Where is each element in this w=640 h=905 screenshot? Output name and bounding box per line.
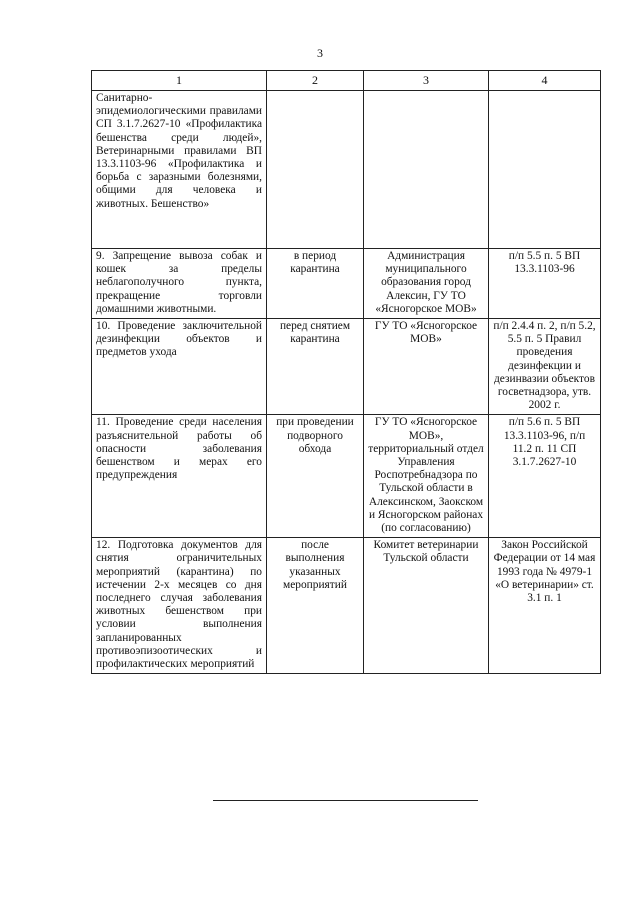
- measure-cell: 10. Проведение заключительной дезинфекции объектов и предметов ухода: [92, 319, 267, 415]
- table-row: [92, 319, 601, 415]
- page-number: 3: [317, 46, 323, 60]
- column-header-2: 2: [267, 71, 364, 91]
- measure-cell: 9. Запрещение вывоза собак и кошек за пределы неблагополучного пункта, прекращение торговли домашними животными.: [92, 249, 267, 319]
- timing-cell: при проведении подворного обхода: [267, 415, 364, 538]
- responsible-cell: Комитет ветеринарии Тульской области: [364, 538, 489, 674]
- measures-table: [91, 70, 601, 674]
- basis-cell: п/п 5.6 п. 5 ВП 13.3.1103-96, п/п 11.2 п. 11 СП 3.1.7.2627-10: [489, 415, 601, 538]
- basis-cell: [489, 91, 601, 249]
- measure-cell: 12. Подготовка документов для снятия ограничительных мероприятий (карантина) по истечении 2-х месяцев со дня последнего случая заболевания животных бешенством при условии выполнения запланированных противоэпизоотических и профилактических мероприятий: [92, 538, 267, 674]
- responsible-cell: ГУ ТО «Ясногорское МОВ»: [364, 319, 489, 415]
- column-header-3: 3: [364, 71, 489, 91]
- table-header-row: [92, 71, 601, 91]
- timing-cell: в период карантина: [267, 249, 364, 319]
- footer-divider: [213, 800, 478, 801]
- timing-cell: перед снятием карантина: [267, 319, 364, 415]
- responsible-cell: Администрация муниципального образования город Алексин, ГУ ТО «Ясногорское МОВ»: [364, 249, 489, 319]
- responsible-cell: ГУ ТО «Ясногорское МОВ», территориальный отдел Управления Роспотребнадзора по Тульской области в Алексинском, Заокском и Ясногорском районах (по согласованию): [364, 415, 489, 538]
- basis-cell: п/п 5.5 п. 5 ВП 13.3.1103-96: [489, 249, 601, 319]
- table-row: [92, 415, 601, 538]
- column-header-1: 1: [92, 71, 267, 91]
- column-header-4: 4: [489, 71, 601, 91]
- basis-cell: п/п 2.4.4 п. 2, п/п 5.2, 5.5 п. 5 Правил проведения дезинфекции и дезинвазии объектов госветнадзора, утв. 2002 г.: [489, 319, 601, 415]
- timing-cell: [267, 91, 364, 249]
- table-row: [92, 538, 601, 674]
- measure-cell: Санитарно-эпидемиологическими правилами СП 3.1.7.2627-10 «Профилактика бешенства среди людей», Ветеринарными правилами ВП 13.3.1103-96 «Профилактика и борьба с заразными болезнями, общими для человека и животных. Бешенство»: [92, 91, 267, 249]
- table-row: [92, 91, 601, 249]
- table-row: [92, 249, 601, 319]
- measure-cell: 11. Проведение среди населения разъяснительной работы об опасности заболевания бешенством и мерах его предупреждения: [92, 415, 267, 538]
- timing-cell: после выполнения указанных мероприятий: [267, 538, 364, 674]
- basis-cell: Закон Российской Федерации от 14 мая 1993 года № 4979-1 «О ветеринарии» ст. 3.1 п. 1: [489, 538, 601, 674]
- responsible-cell: [364, 91, 489, 249]
